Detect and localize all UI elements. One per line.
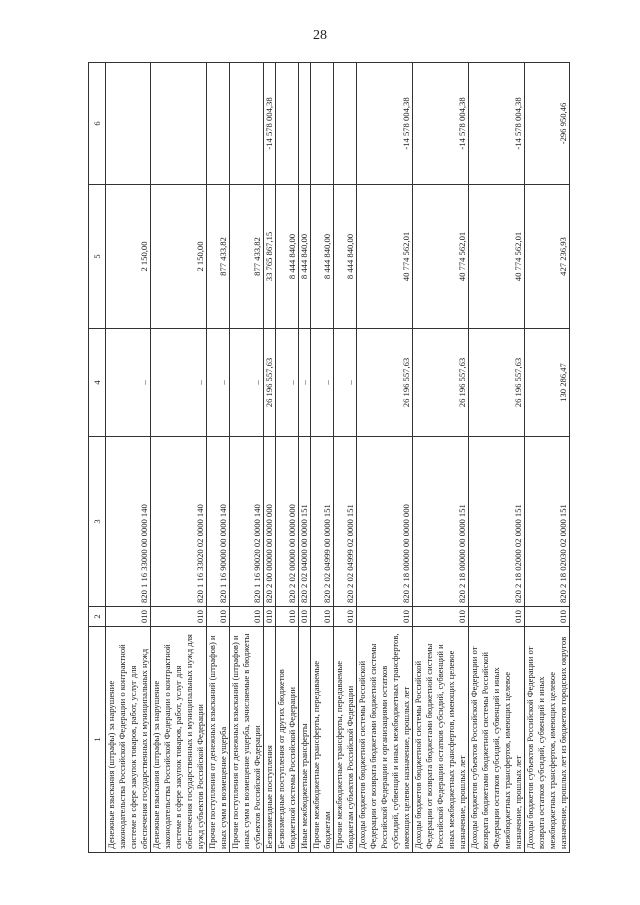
description-cell: Прочие межбюджетные трансферты, передаваемые бюджетам субъектов Российской Федерации	[334, 627, 357, 853]
line-code-cell: 010	[264, 607, 276, 627]
executed-amount-cell: 877 433,82	[207, 185, 230, 329]
table-row	[276, 63, 299, 853]
unexecuted-amount-cell	[276, 63, 299, 185]
budget-revenue-table	[88, 62, 570, 853]
approved-amount-cell: –	[334, 329, 357, 437]
table-row	[311, 63, 334, 853]
executed-amount-cell: 40 774 562,01	[469, 185, 525, 329]
description-cell: Безвозмездные поступления	[264, 627, 276, 853]
table-row	[230, 63, 264, 853]
description-cell: Денежные взыскания (штрафы) за нарушение законодательства Российской Федерации о контрактной системе в сфере закупок товаров, работ, услуг для обеспечения государственных и муниципальных нужд	[106, 627, 151, 853]
table-header-row	[89, 63, 106, 853]
unexecuted-amount-cell	[334, 63, 357, 185]
description-cell: Безвозмездные поступления от других бюджетов бюджетной системы Российской Федерации	[276, 627, 299, 853]
line-code-cell: 010	[525, 607, 570, 627]
approved-amount-cell: –	[230, 329, 264, 437]
budget-code-cell: 820 2 00 00000 00 0000 000	[264, 437, 276, 607]
line-code-cell: 010	[106, 607, 151, 627]
table-row	[207, 63, 230, 853]
page-number: 28	[313, 28, 327, 43]
approved-amount-cell: –	[207, 329, 230, 437]
budget-code-cell: 820 2 18 00000 00 0000 151	[413, 437, 469, 607]
table-row	[264, 63, 276, 853]
unexecuted-amount-cell: -14 578 004,38	[413, 63, 469, 185]
executed-amount-cell: 8 444 840,00	[276, 185, 299, 329]
table-frame	[88, 63, 568, 853]
unexecuted-amount-cell	[299, 63, 311, 185]
budget-code-cell: 820 2 02 04000 00 0000 151	[299, 437, 311, 607]
budget-code-cell: 820 1 16 90000 00 0000 140	[207, 437, 230, 607]
approved-amount-cell: –	[299, 329, 311, 437]
budget-code-cell: 820 1 16 90020 02 0000 140	[230, 437, 264, 607]
approved-amount-cell: 130 286,47	[525, 329, 570, 437]
unexecuted-amount-cell: -296 950,46	[525, 63, 570, 185]
table-row	[357, 63, 413, 853]
line-code-cell: 010	[151, 607, 207, 627]
column-number-5: 5	[89, 185, 106, 329]
line-code-cell: 010	[276, 607, 299, 627]
executed-amount-cell: 2 150,00	[151, 185, 207, 329]
approved-amount-cell: 26 196 557,63	[413, 329, 469, 437]
budget-code-cell: 820 2 02 04999 00 0000 151	[311, 437, 334, 607]
unexecuted-amount-cell	[151, 63, 207, 185]
description-cell: Денежные взыскания (штрафы) за нарушение законодательства Российской Федерации о контрактной системе в сфере закупок товаров, работ, услуг для обеспечения государственных и муниципальных нужд для нужд субъектов Российской Федерации	[151, 627, 207, 853]
executed-amount-cell: 877 433,82	[230, 185, 264, 329]
unexecuted-amount-cell	[207, 63, 230, 185]
column-number-6: 6	[89, 63, 106, 185]
description-cell: Прочие поступления от денежных взысканий (штрафов) и иных сумм в возмещение ущерба	[207, 627, 230, 853]
line-code-cell: 010	[311, 607, 334, 627]
approved-amount-cell: –	[311, 329, 334, 437]
table-body	[89, 63, 570, 853]
table-row	[334, 63, 357, 853]
table-row	[299, 63, 311, 853]
unexecuted-amount-cell	[230, 63, 264, 185]
line-code-cell: 010	[357, 607, 413, 627]
approved-amount-cell: 26 196 557,63	[264, 329, 276, 437]
approved-amount-cell: –	[106, 329, 151, 437]
table-row	[469, 63, 525, 853]
rotated-table-container	[88, 63, 568, 853]
budget-code-cell: 820 2 18 02000 02 0000 151	[469, 437, 525, 607]
budget-code-cell: 820 2 02 00000 00 0000 000	[276, 437, 299, 607]
unexecuted-amount-cell: -14 578 004,38	[469, 63, 525, 185]
approved-amount-cell: 26 196 557,63	[357, 329, 413, 437]
unexecuted-amount-cell	[311, 63, 334, 185]
unexecuted-amount-cell: -14 578 004,38	[264, 63, 276, 185]
line-code-cell: 010	[469, 607, 525, 627]
executed-amount-cell: 40 774 562,01	[357, 185, 413, 329]
executed-amount-cell: 2 150,00	[106, 185, 151, 329]
budget-code-cell: 820 2 18 02030 02 0000 151	[525, 437, 570, 607]
description-cell: Доходы бюджетов бюджетной системы Российской Федерации от возврата бюджетами бюджетной системы Российской Федерации остатков субсидий, субвенций и иных межбюджетных трансфертов, имеющих целевое назначение, прошлых лет	[413, 627, 469, 853]
description-cell: Иные межбюджетные трансферты	[299, 627, 311, 853]
budget-code-cell: 820 1 16 33020 02 0000 140	[151, 437, 207, 607]
description-cell: Доходы бюджетов бюджетной системы Российской Федерации от возврата бюджетами бюджетной системы Российской Федерации и организациями остатков субсидий, субвенций и иных межбюджетных трансфертов, имеющих целевое назначение, прошлых лет	[357, 627, 413, 853]
executed-amount-cell: 8 444 840,00	[334, 185, 357, 329]
column-number-1: 1	[89, 627, 106, 853]
executed-amount-cell: 33 765 867,15	[264, 185, 276, 329]
table-row	[106, 63, 151, 853]
column-number-2: 2	[89, 607, 106, 627]
table-row	[413, 63, 469, 853]
executed-amount-cell: 427 236,93	[525, 185, 570, 329]
approved-amount-cell: 26 196 557,63	[469, 329, 525, 437]
table-row	[525, 63, 570, 853]
unexecuted-amount-cell: -14 578 004,38	[357, 63, 413, 185]
approved-amount-cell: –	[151, 329, 207, 437]
column-number-3: 3	[89, 437, 106, 607]
description-cell: Прочие межбюджетные трансферты, передаваемые бюджетам	[311, 627, 334, 853]
line-code-cell: 010	[334, 607, 357, 627]
table-row	[151, 63, 207, 853]
executed-amount-cell: 40 774 562,01	[413, 185, 469, 329]
executed-amount-cell: 8 444 840,00	[311, 185, 334, 329]
line-code-cell: 010	[413, 607, 469, 627]
approved-amount-cell: –	[276, 329, 299, 437]
line-code-cell: 010	[207, 607, 230, 627]
description-cell: Доходы бюджетов субъектов Российской Федерации от возврата остатков субсидий, субвенций и иных межбюджетных трансфертов, имеющих целевое назначение, прошлых лет из бюджетов городских округов	[525, 627, 570, 853]
budget-code-cell: 820 2 02 04999 02 0000 151	[334, 437, 357, 607]
description-cell: Прочие поступления от денежных взысканий (штрафов) и иных сумм в возмещение ущерба, зачисляемые в бюджеты субъектов Российской Федерации	[230, 627, 264, 853]
description-cell: Доходы бюджетов субъектов Российской Федерации от возврата бюджетами бюджетной системы Российской Федерации остатков субсидий, субвенций и иных межбюджетных трансфертов, имеющих целевое назначение, прошлых лет	[469, 627, 525, 853]
budget-code-cell: 820 2 18 00000 00 0000 000	[357, 437, 413, 607]
line-code-cell: 010	[230, 607, 264, 627]
line-code-cell: 010	[299, 607, 311, 627]
column-number-4: 4	[89, 329, 106, 437]
unexecuted-amount-cell	[106, 63, 151, 185]
budget-code-cell: 820 1 16 33000 00 0000 140	[106, 437, 151, 607]
executed-amount-cell: 8 444 840,00	[299, 185, 311, 329]
